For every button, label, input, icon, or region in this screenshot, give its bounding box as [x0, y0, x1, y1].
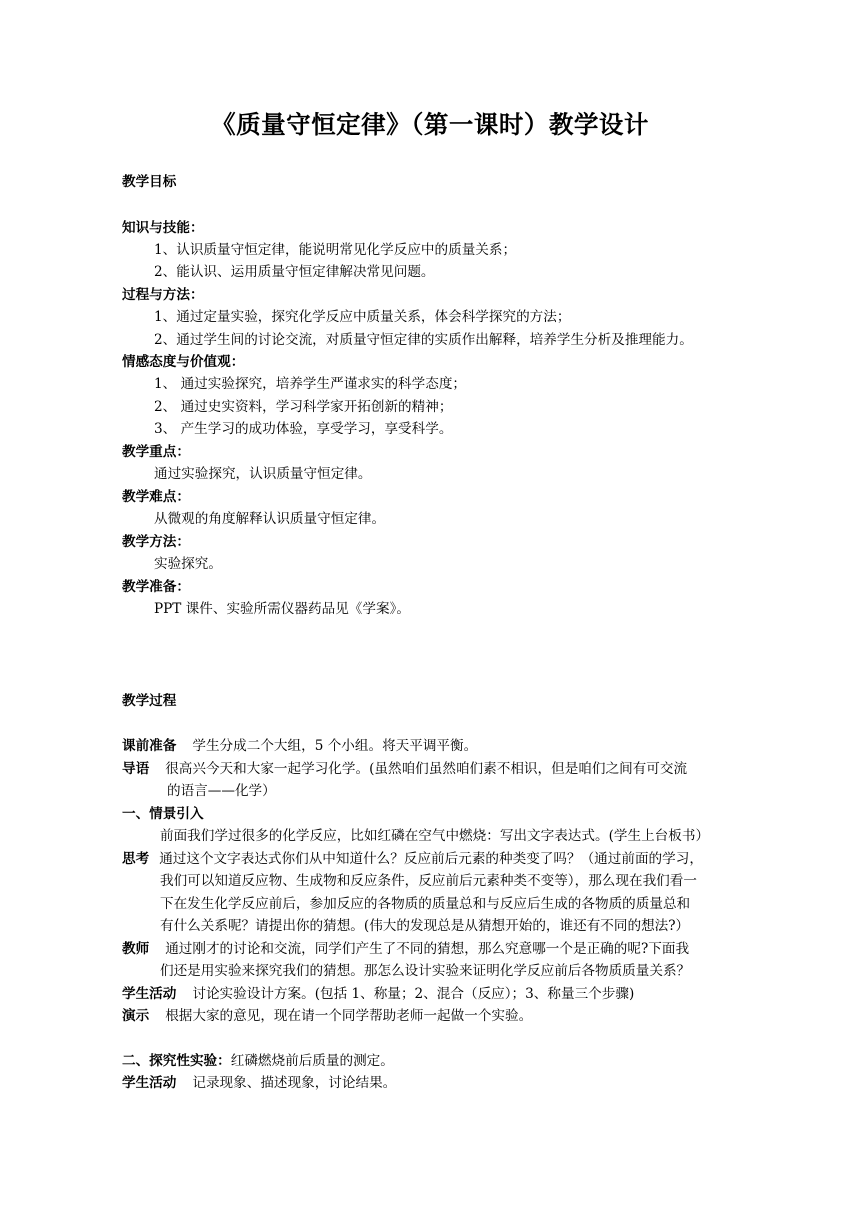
pre-class-label: 课前准备	[122, 738, 177, 754]
section-one-text: 前面我们学过很多的化学反应，比如红磷在空气中燃烧：写出文字表达式。(学生上台板书）	[160, 828, 710, 844]
think-line: 通过这个文字表达式你们从中知道什么？反应前后元素的种类变了吗？（通过前面的学习，	[159, 851, 703, 867]
process-section-heading: 教学过程	[122, 693, 177, 709]
activity-one-paragraph	[122, 984, 634, 1004]
intro-line: 的语言——化学）	[167, 783, 276, 799]
preparation-heading: 教学准备：	[122, 579, 190, 595]
intro-paragraph	[122, 759, 687, 779]
process-item: 2、通过学生间的讨论交流，对质量守恒定律的实质作出解释，培养学生分析及推理能力。	[154, 332, 693, 348]
knowledge-heading: 知识与技能：	[122, 220, 204, 236]
demo-text: 根据大家的意见，现在请一个同学帮助老师一起做一个实验。	[165, 1008, 533, 1024]
process-method-heading: 过程与方法：	[122, 287, 204, 303]
activity-two-paragraph	[122, 1073, 396, 1093]
knowledge-item: 2、能认识、运用质量守恒定律解决常见问题。	[154, 264, 435, 280]
process-item: 1、通过定量实验，探究化学反应中质量关系，体会科学探究的方法；	[154, 309, 571, 325]
teacher-paragraph	[122, 939, 689, 959]
method-text: 实验探究。	[154, 556, 222, 572]
activity-one-text: 讨论实验设计方案。(包括 1、称量；2、混合（反应）；3、称量三个步骤)	[192, 986, 635, 1002]
teacher-label: 教师	[122, 941, 150, 957]
demo-label: 演示	[122, 1008, 150, 1024]
think-line: 我们可以知道反应物、生成物和反应条件，反应前后元素种类不变等），那么现在我们看一	[160, 873, 697, 889]
knowledge-item: 1、认识质量守恒定律，能说明常见化学反应中的质量关系；	[154, 242, 517, 258]
activity-one-label: 学生活动	[122, 986, 177, 1002]
method-heading: 教学方法：	[122, 534, 190, 550]
teacher-line: 通过刚才的讨论和交流，同学们产生了不同的猜想，那么究意哪一个是正确的呢?下面我	[165, 941, 690, 957]
teacher-line: 们还是用实验来探究我们的猜想。那怎么设计实验来证明化学反应前后各物质质量关系？	[160, 963, 691, 979]
emotion-item: 3、 产生学习的成功体验，享受学习，享受科学。	[154, 421, 453, 437]
emotion-item: 2、 通过史实资料，学习科学家开拓创新的精神；	[154, 399, 453, 415]
document-title: 《质量守恒定律》（第一课时）教学设计	[211, 110, 649, 139]
intro-label: 导语	[122, 761, 150, 777]
think-line: 有什么关系呢？请提出你的猜想。(伟大的发现总是从猜想开始的，谁还有不同的想法?）	[160, 918, 690, 934]
activity-two-text: 记录现象、描述现象，讨论结果。	[192, 1075, 397, 1091]
think-paragraph	[122, 849, 703, 869]
think-line: 下在发生化学反应前后，参加反应的各物质的质量总和与反应后生成的各物质的质量总和	[160, 896, 691, 912]
section-two-text: 红磷燃烧前后质量的测定。	[230, 1053, 394, 1069]
emotion-item: 1、 通过实验探究，培养学生严谨求实的科学态度；	[154, 376, 467, 392]
pre-class-text: 学生分成二个大组，5 个小组。将天平调平衡。	[192, 738, 478, 754]
key-point-heading: 教学重点：	[122, 444, 190, 460]
difficulty-text: 从微观的角度解释认识质量守恒定律。	[154, 511, 386, 527]
emotion-heading: 情感态度与价值观：	[122, 354, 245, 370]
activity-two-label: 学生活动	[122, 1075, 177, 1091]
pre-class-paragraph	[122, 736, 477, 756]
section-two-heading: 二、探究性实验：	[122, 1053, 231, 1069]
section-two-paragraph	[122, 1051, 394, 1071]
intro-line: 很高兴今天和大家一起学习化学。(虽然咱们虽然咱们素不相识，但是咱们之间有可交流	[165, 761, 688, 777]
think-label: 思考	[122, 851, 150, 867]
goals-heading: 教学目标	[122, 174, 177, 190]
section-one-heading: 一、情景引入	[122, 806, 204, 822]
demo-paragraph	[122, 1006, 532, 1026]
key-point-text: 通过实验探究，认识质量守恒定律。	[154, 466, 372, 482]
difficulty-heading: 教学难点：	[122, 489, 190, 505]
preparation-text: PPT 课件、实验所需仪器药品见《学案》。	[154, 601, 410, 617]
